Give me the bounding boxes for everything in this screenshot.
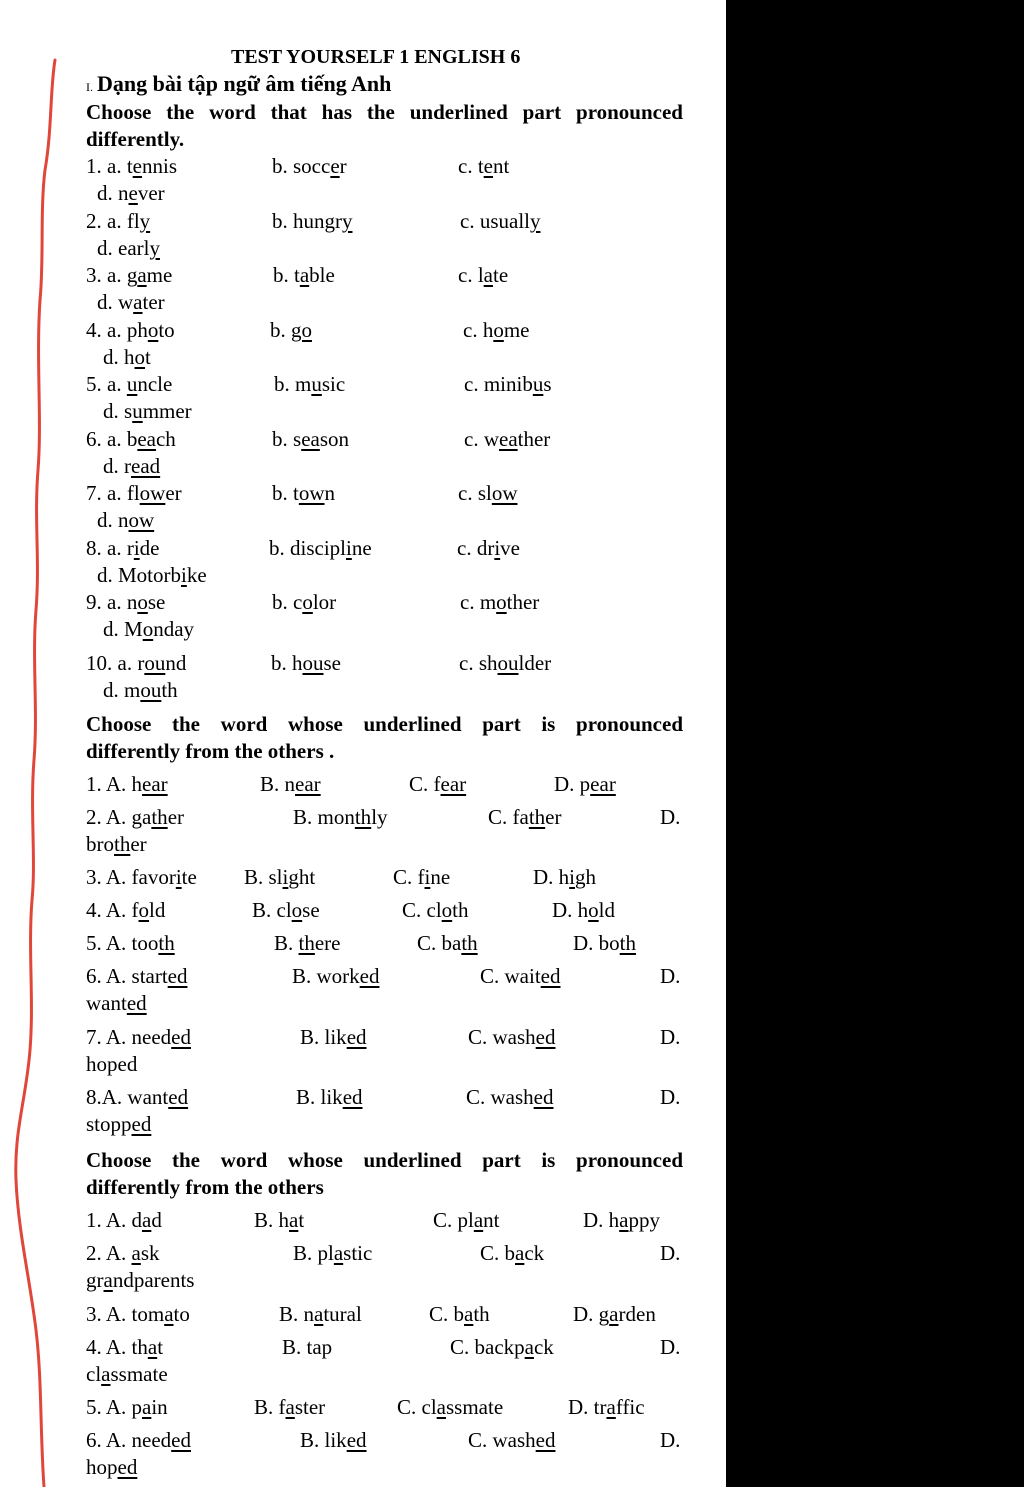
s3-option-c: C. classmate bbox=[397, 1395, 504, 1419]
s3-option-b: B. liked bbox=[300, 1428, 367, 1452]
s2-option-a: 4. A. fold bbox=[86, 898, 166, 922]
s1-option-a: 2. a. fly bbox=[86, 209, 151, 233]
s2-option-c: C. washed bbox=[468, 1025, 556, 1049]
s1-option-b: b. music bbox=[274, 372, 346, 396]
s2-option-a: 2. A. gather bbox=[86, 805, 185, 829]
s3-option-c: C. bath bbox=[429, 1302, 490, 1326]
s3-option-d: D. traffic bbox=[568, 1395, 645, 1419]
s2-option-a: 8.A. wanted bbox=[86, 1085, 189, 1109]
s1-option-d: d. never bbox=[97, 181, 165, 205]
s2-option-d: stopped bbox=[86, 1112, 152, 1136]
s1-option-a: 1. a. tennis bbox=[86, 154, 178, 178]
s1-option-b: b. house bbox=[271, 651, 341, 675]
s1-option-a: 3. a. game bbox=[86, 263, 173, 287]
s2-option-c: C. bath bbox=[417, 931, 478, 955]
s3-option-b: B. plastic bbox=[293, 1241, 373, 1265]
s1-option-c: c. drive bbox=[457, 536, 520, 560]
section-3-instruction-cont: differently from the others bbox=[86, 1175, 324, 1199]
s1-option-c: c. minibus bbox=[464, 372, 552, 396]
s3-option-d: grandparents bbox=[86, 1268, 195, 1292]
s2-option-d-label: D. bbox=[660, 1085, 681, 1109]
s3-option-b: B. tap bbox=[282, 1335, 333, 1359]
s1-option-a: 8. a. ride bbox=[86, 536, 160, 560]
s3-option-d-label: D. bbox=[660, 1428, 681, 1452]
s1-option-a: 5. a. uncle bbox=[86, 372, 173, 396]
s3-option-c: C. washed bbox=[468, 1428, 556, 1452]
s1-option-a: 9. a. nose bbox=[86, 590, 166, 614]
s1-option-b: b. color bbox=[272, 590, 337, 614]
s3-option-d: D. garden bbox=[573, 1302, 656, 1326]
s2-option-d: D. both bbox=[573, 931, 637, 955]
section-2-instruction: Choose the word whose underlined part is pronounced bbox=[86, 712, 683, 736]
s2-option-a: 7. A. needed bbox=[86, 1025, 191, 1049]
s3-option-d: hoped bbox=[86, 1455, 138, 1479]
s2-option-c: C. fear bbox=[409, 772, 467, 796]
s1-option-a: 4. a. photo bbox=[86, 318, 175, 342]
s2-option-b: B. there bbox=[274, 931, 341, 955]
s2-option-d-label: D. bbox=[660, 805, 681, 829]
s3-option-d: classmate bbox=[86, 1362, 168, 1386]
s1-option-b: b. town bbox=[272, 481, 336, 505]
s2-option-b: B. close bbox=[252, 898, 320, 922]
section-1-instruction-cont: differently. bbox=[86, 127, 185, 151]
section-1-heading: I. Dạng bài tập ngữ âm tiếng Anh bbox=[86, 71, 392, 96]
right-black-panel bbox=[726, 0, 1024, 1487]
s3-option-a: 5. A. pain bbox=[86, 1395, 168, 1419]
s1-option-a: 10. a. round bbox=[86, 651, 187, 675]
s1-option-c: c. slow bbox=[458, 481, 518, 505]
s2-option-d: D. high bbox=[533, 865, 597, 889]
s3-option-a: 6. A. needed bbox=[86, 1428, 191, 1452]
s2-option-c: C. fine bbox=[393, 865, 451, 889]
s2-option-c: C. father bbox=[488, 805, 562, 829]
s1-option-d: d. early bbox=[97, 236, 160, 260]
s1-option-d: d. Motorbike bbox=[97, 563, 207, 587]
s1-option-c: c. mother bbox=[460, 590, 540, 614]
section-1-instruction: Choose the word that has the underlined part pronounced bbox=[86, 100, 683, 124]
s1-option-c: c. usually bbox=[460, 209, 541, 233]
red-margin-line bbox=[0, 0, 80, 1487]
s1-option-d: d. mouth bbox=[103, 678, 178, 702]
s1-option-b: b. hungry bbox=[272, 209, 353, 233]
section-2-instruction-cont: differently from the others . bbox=[86, 739, 335, 763]
s3-option-b: B. hat bbox=[254, 1208, 305, 1232]
s1-option-b: b. season bbox=[272, 427, 350, 451]
s2-option-a: 1. A. hear bbox=[86, 772, 168, 796]
s1-option-b: b. discipline bbox=[269, 536, 372, 560]
s3-option-a: 4. A. that bbox=[86, 1335, 164, 1359]
s1-option-c: c. shoulder bbox=[459, 651, 552, 675]
s2-option-d: D. pear bbox=[554, 772, 616, 796]
section-3-instruction: Choose the word whose underlined part is pronounced bbox=[86, 1148, 683, 1172]
s1-option-d: d. water bbox=[97, 290, 165, 314]
s3-option-d: D. happy bbox=[583, 1208, 660, 1232]
s1-option-d: d. Monday bbox=[103, 617, 195, 641]
s2-option-d: hoped bbox=[86, 1052, 138, 1076]
s1-option-a: 6. a. beach bbox=[86, 427, 176, 451]
s1-option-a: 7. a. flower bbox=[86, 481, 182, 505]
s2-option-c: C. waited bbox=[480, 964, 561, 988]
s2-option-a: 3. A. favorite bbox=[86, 865, 197, 889]
s2-option-d: D. hold bbox=[552, 898, 616, 922]
s1-option-c: c. weather bbox=[464, 427, 551, 451]
s2-option-b: B. monthly bbox=[293, 805, 388, 829]
s1-option-c: c. tent bbox=[458, 154, 510, 178]
s2-option-c: C. washed bbox=[466, 1085, 554, 1109]
s1-option-b: b. soccer bbox=[272, 154, 347, 178]
s2-option-b: B. slight bbox=[244, 865, 316, 889]
s2-option-b: B. near bbox=[260, 772, 321, 796]
s1-option-b: b. go bbox=[270, 318, 312, 342]
s2-option-d: wanted bbox=[86, 991, 147, 1015]
s3-option-d-label: D. bbox=[660, 1241, 681, 1265]
s3-option-b: B. natural bbox=[279, 1302, 362, 1326]
s1-option-d: d. read bbox=[103, 454, 161, 478]
s2-option-d: brother bbox=[86, 832, 147, 856]
s1-option-d: d. hot bbox=[103, 345, 151, 369]
s2-option-a: 5. A. tooth bbox=[86, 931, 175, 955]
s3-option-a: 1. A. dad bbox=[86, 1208, 162, 1232]
s3-option-c: C. plant bbox=[433, 1208, 500, 1232]
s3-option-a: 3. A. tomato bbox=[86, 1302, 190, 1326]
s1-option-d: d. now bbox=[97, 508, 155, 532]
s1-option-b: b. table bbox=[273, 263, 335, 287]
s3-option-a: 2. A. ask bbox=[86, 1241, 160, 1265]
s2-option-c: C. cloth bbox=[402, 898, 469, 922]
s1-option-c: c. home bbox=[463, 318, 530, 342]
s2-option-b: B. liked bbox=[300, 1025, 367, 1049]
s3-option-d-label: D. bbox=[660, 1335, 681, 1359]
s3-option-c: C. backpack bbox=[450, 1335, 554, 1359]
s2-option-d-label: D. bbox=[660, 1025, 681, 1049]
s3-option-b: B. faster bbox=[254, 1395, 326, 1419]
s3-option-c: C. back bbox=[480, 1241, 545, 1265]
page-title: TEST YOURSELF 1 ENGLISH 6 bbox=[231, 46, 521, 68]
s2-option-b: B. liked bbox=[296, 1085, 363, 1109]
s1-option-c: c. late bbox=[458, 263, 509, 287]
s1-option-d: d. summer bbox=[103, 399, 192, 423]
s2-option-b: B. worked bbox=[292, 964, 380, 988]
s2-option-d-label: D. bbox=[660, 964, 681, 988]
s2-option-a: 6. A. started bbox=[86, 964, 188, 988]
